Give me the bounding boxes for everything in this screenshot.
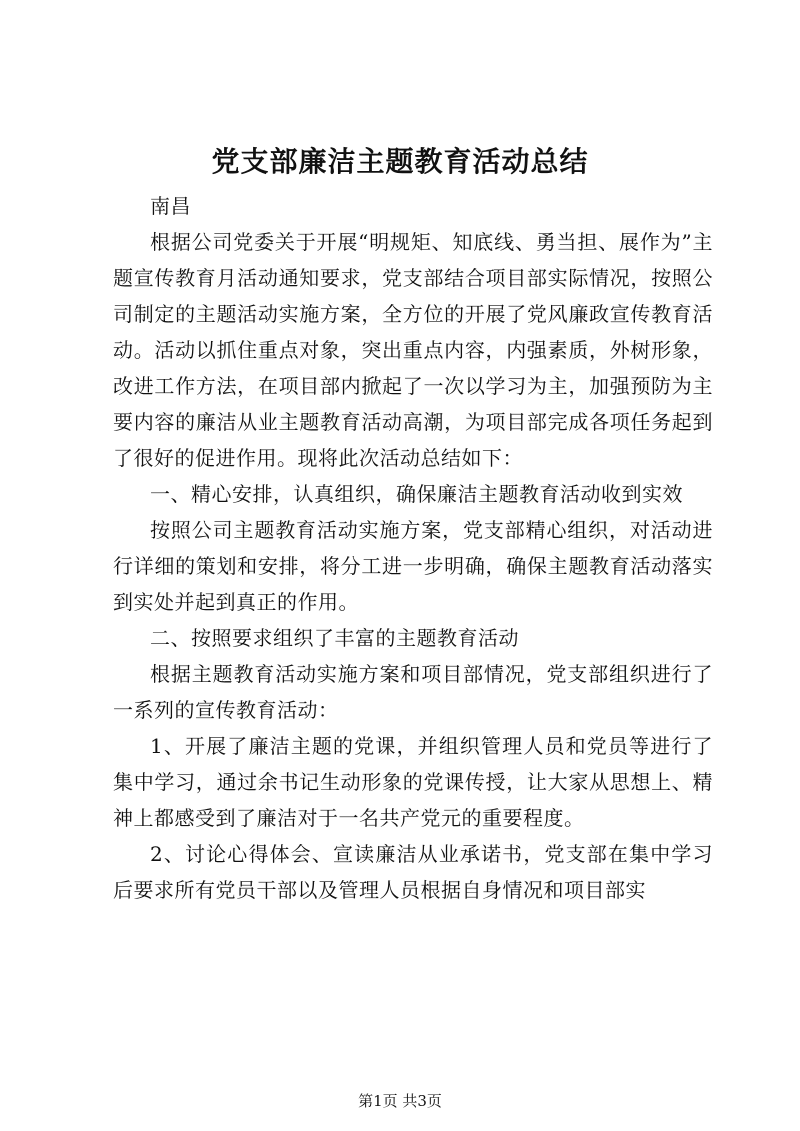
document-body (113, 188, 713, 908)
paragraph-intro: 根据公司党委关于开展“明规矩、知底线、勇当担、展作为”主题宣传教育月活动通知要求，党支部结合项目部实际情况，按照公司制定的主题活动实施方案，全方位的开展了党风廉政宣传教育活动。活动以抓住重点对象，突出重点内容，内强素质，外树形象，改进工作方法，在项目部内掀起了一次以学习为主，加强预防为主要内容的廉洁从业主题教育活动高潮，为项目部完成各项任务起到了很好的促进作用。现将此次活动总结如下： (113, 230, 713, 470)
author-line: 南昌 (150, 194, 191, 218)
list-item-2: 2、讨论心得体会、宣读廉洁从业承诺书，党支部在集中学习后要求所有党员干部以及管理人员根据自身情况和项目部实 (113, 842, 713, 902)
paragraph-section-1: 按照公司主题教育活动实施方案，党支部精心组织，对活动进行详细的策划和安排，将分工进一步明确，确保主题教育活动落实到实处并起到真正的作用。 (113, 518, 713, 614)
page-footer: 第1页 共3页 (358, 1092, 442, 1110)
paragraph-section-2: 根据主题教育活动实施方案和项目部情况，党支部组织进行了一系列的宣传教育活动： (113, 662, 713, 722)
document-title: 党支部廉洁主题教育活动总结 (211, 145, 589, 178)
section-heading-2: 二、按照要求组织了丰富的主题教育活动 (150, 626, 519, 650)
section-heading-1: 一、精心安排，认真组织，确保廉洁主题教育活动收到实效 (150, 482, 683, 506)
list-item-1: 1、开展了廉洁主题的党课，并组织管理人员和党员等进行了集中学习，通过余书记生动形象的党课传授，让大家从思想上、精神上都感受到了廉洁对于一名共产党元的重要程度。 (113, 734, 713, 830)
